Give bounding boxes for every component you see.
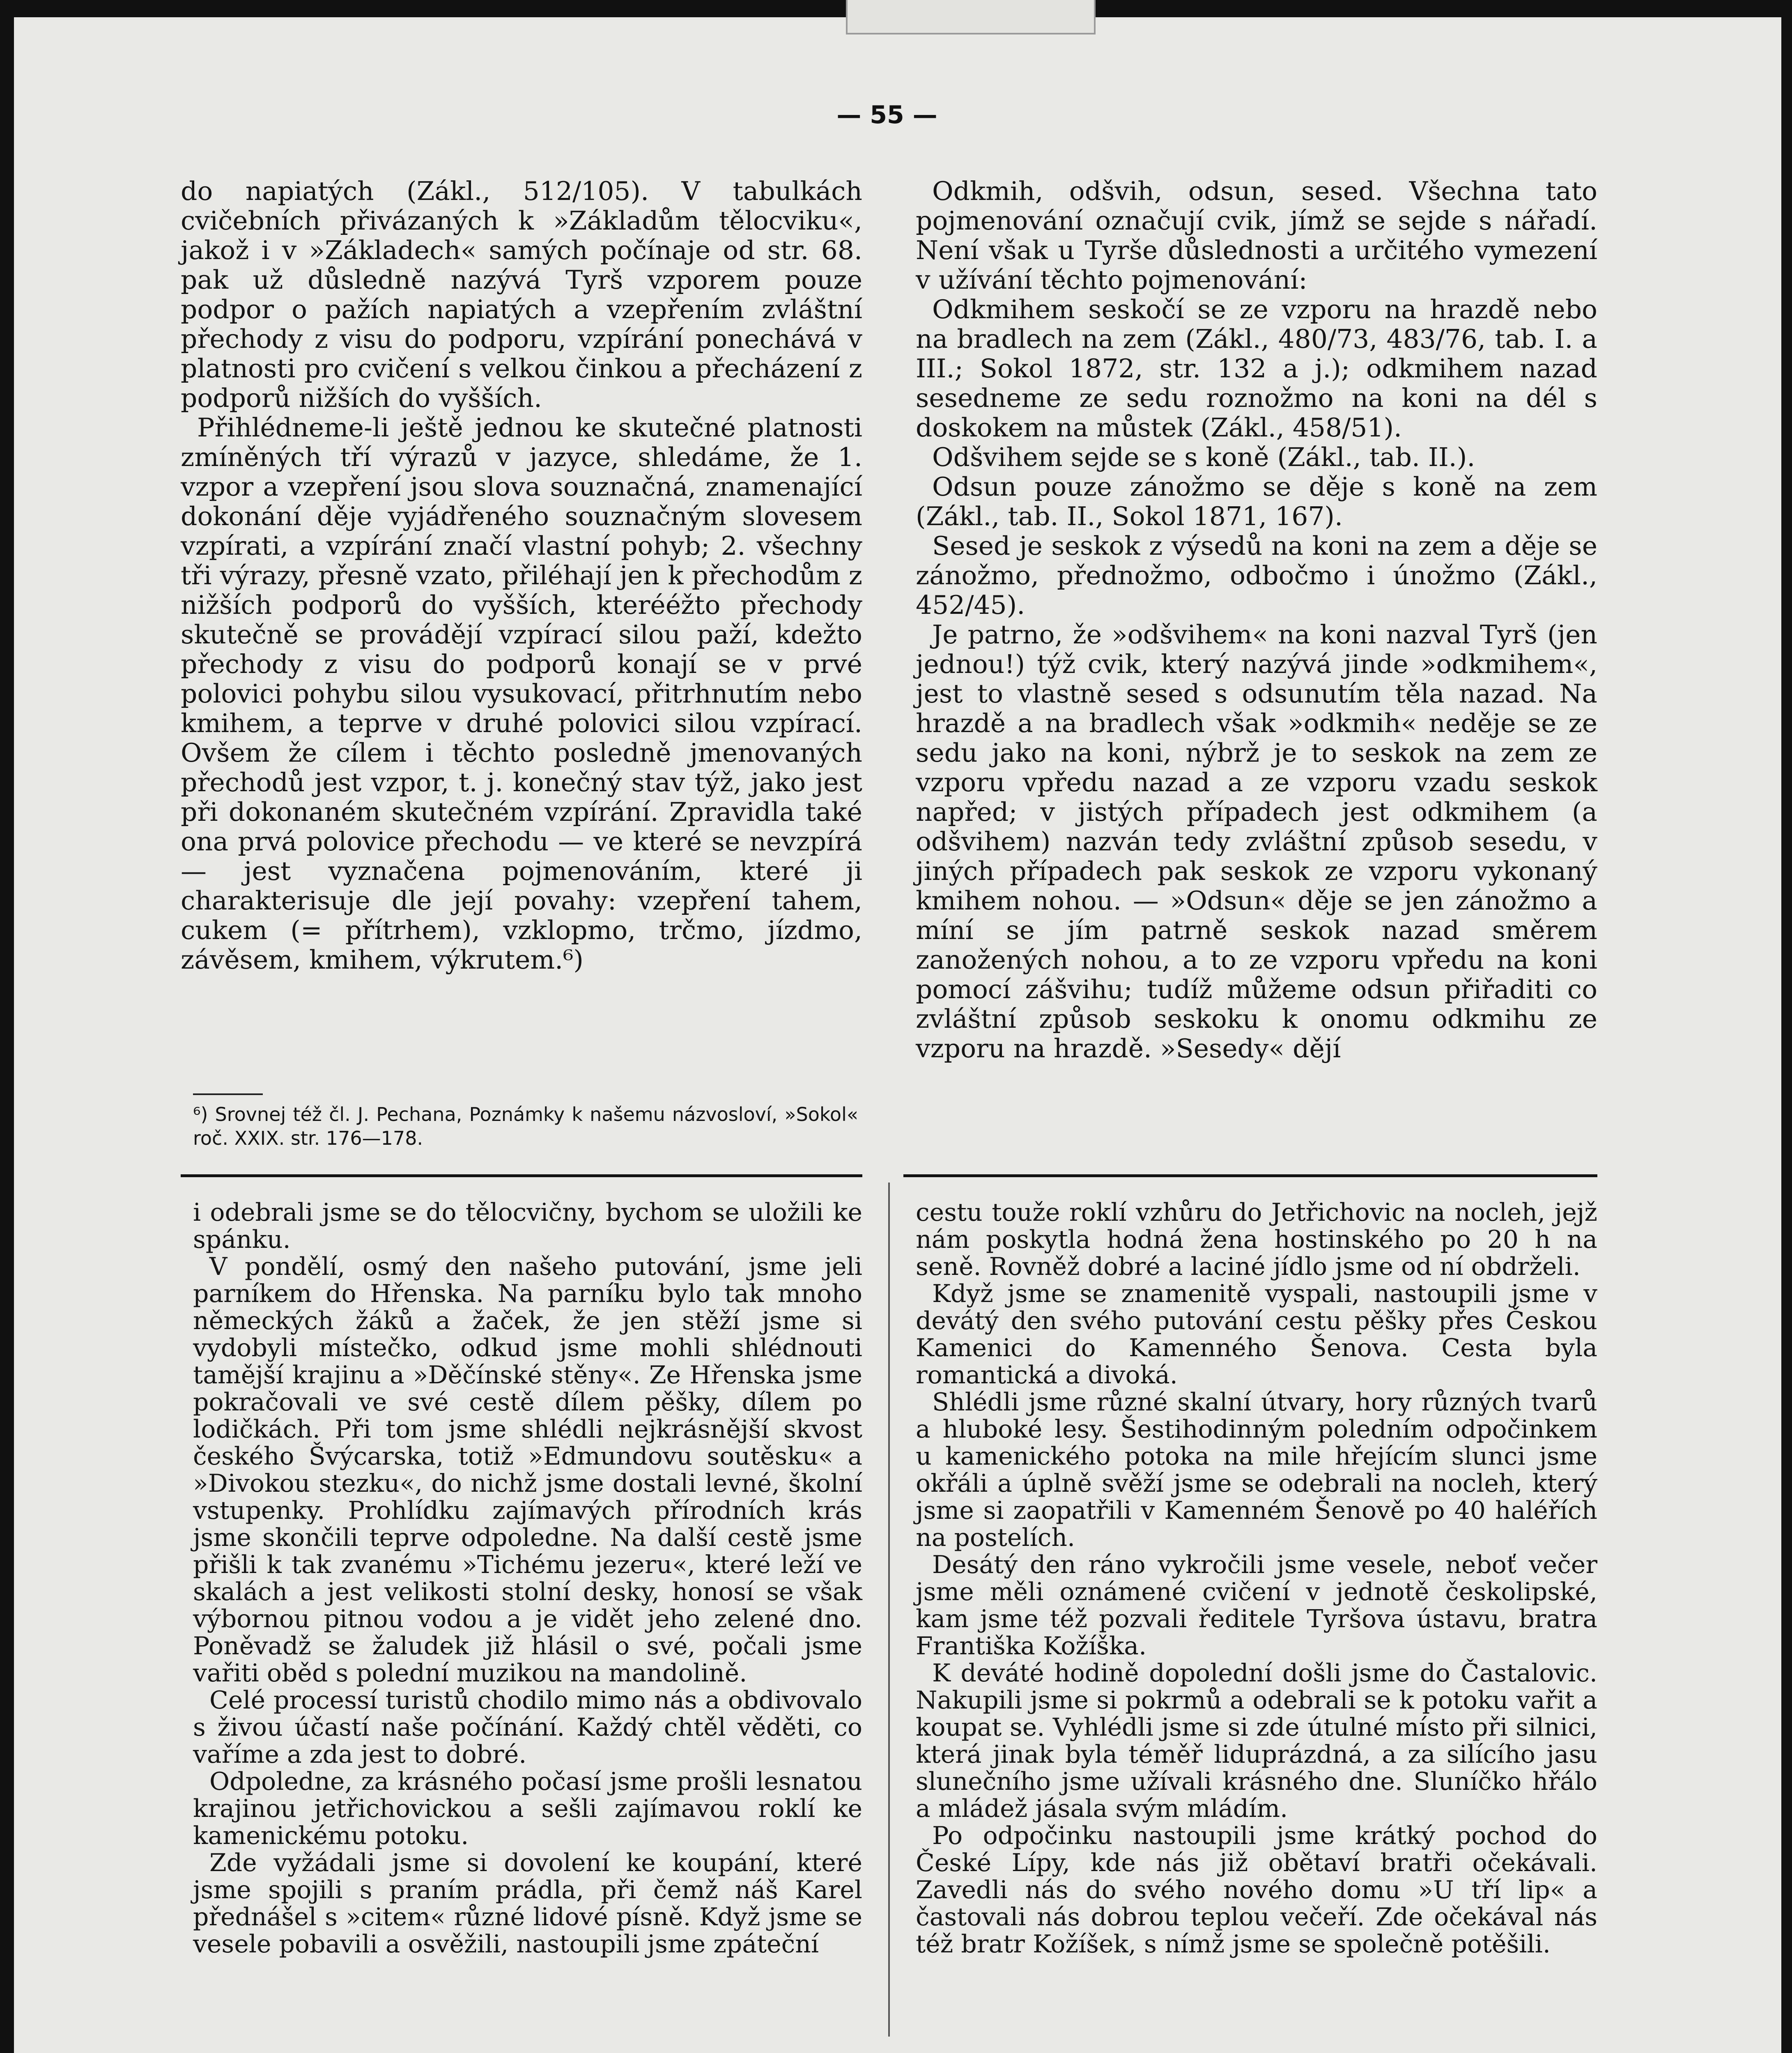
paragraph: Odpoledne, za krásného počasí jsme prošli lesnatou krajinou jetřichovickou a sešli zajímavou roklí ke kamenickému potoku. <box>193 1767 862 1850</box>
column-divider <box>888 1183 890 2037</box>
section-divider-left <box>181 1174 862 1177</box>
paragraph: Odkmih, odšvih, odsun, sesed. Všechna tato pojmenování označují cvik, jímž se sejde s nářadí. Není však u Tyrše důslednosti a určitého vymezení v užívání těchto pojmenování: <box>916 176 1597 295</box>
paragraph: Je patrno, že »odšvihem« na koni nazval Tyrš (jen jednou!) týž cvik, který nazývá jinde »odkmihem«, jest to vlastně sesed s odsunutím těla nazad. Na hrazdě a na bradlech však »odkmih« neděje se ze sedu jako na koni, nýbrž je to seskok na zem ze vzporu vpředu nazad a ze vzporu vzadu seskok napřed; v jistých případech jest odkmihem (a odšvihem) nazván tedy zvláštní způsob sesedu, v jiných případech pak seskok ze vzporu vykonaný kmihem nohou. — »Odsun« děje se jen zánožmo a míní se jím patrně seskok nazad směrem zanožených nohou, a to ze vzporu vpředu na koni pomocí zášvihu; tudíž můžeme odsun přiřaditi co zvláštní způsob seskoku k onomu odkmihu ze vzporu na hrazdě. »Sesedy« dějí <box>916 620 1597 1063</box>
article-column-top-right <box>916 177 1597 1063</box>
paragraph: K deváté hodině dopolední došli jsme do Častalovic. Nakupili jsme si pokrmů a odebrali se k potoku vařit a koupat se. Vyhlédli jsme si zde útulné místo při silnici, která jinak byla téměř liduprázdná, a za silícího jasu slunečního jsme užívali krásného dne. Sluníčko hřálo a mládež jásala svým mládím. <box>916 1659 1597 1823</box>
page-number: — 55 — <box>836 101 937 129</box>
paragraph: do napiatých (Zákl., 512/105). V tabulkách cvičebních přivázaných k »Základům tělocviku«, jakož i v »Základech« samých počínaje od str. 68. pak už důsledně nazývá Tyrš vzporem pouze podpor o pažích napiatých a vzepřením zvláštní přechody z visu do podporu, vzpírání ponechává v platnosti pro cvičení s velkou činkou a přecházení z podporů nižších do vyšších. <box>181 176 862 413</box>
paragraph: Zde vyžádali jsme si dovolení ke koupání, které jsme spojili s praním prádla, při čemž náš Karel přednášel s »citem« různé lidové písně. Když jsme se vesele pobavili a osvěžili, nastoupili jsme zpáteční <box>193 1849 862 1959</box>
paragraph: Desátý den ráno vykročili jsme vesele, neboť večer jsme měli oznámené cvičení v jednotě českolipské, kam jsme též pozvali ředitele Tyršova ústavu, bratra Františka Kožíška. <box>916 1550 1597 1660</box>
paragraph: Sesed je seskok z výsedů na koni na zem a děje se zánožmo, přednožmo, odbočmo i únožmo (Zákl., 452/45). <box>916 531 1597 620</box>
paragraph: cestu touže roklí vzhůru do Jetřichovic na nocleh, jejž nám poskytla hodná žena hostinského po 20 h na seně. Rovněž dobré a laciné jídlo jsme od ní obdrželi. <box>916 1198 1597 1281</box>
footnote-divider <box>193 1093 263 1095</box>
paragraph: V pondělí, osmý den našeho putování, jsme jeli parníkem do Hřenska. Na parníku bylo tak mnoho německých žáků a žaček, že jen stěží jsme si vydobyli místečko, odkud jsme mohli shlédnouti tamější krajinu a »Děčínské stěny«. Ze Hřenska jsme pokračovali ve své cestě dílem pěšky, dílem po lodičkách. Při tom jsme shlédli nejkrásnější skvost českého Švýcarska, totiž »Edmundovu soutěsku« a »Divokou stezku«, do nichž jsme dostali levné, školní vstupenky. Prohlídku zajímavých přírodních krás jsme skončili teprve odpoledne. Na další cestě jsme přišli k tak zvanému »Tichému jezeru«, které leží ve skalách a jest velikosti stolní desky, honosí se však výbornou pitnou vodou a je vidět jeho zelené dno. Poněvadž se žaludek již hlásil o své, počali jsme vařiti oběd s polední muzikou na mandolině. <box>193 1252 862 1688</box>
travel-report-column-right <box>916 1199 1597 1958</box>
paragraph: Když jsme se znamenitě vyspali, nastoupili jsme v devátý den svého putování cestu pěšky přes Českou Kamenici do Kamenného Šenova. Cesta byla romantická a divoká. <box>916 1279 1597 1389</box>
paragraph: Po odpočinku nastoupili jsme krátký pochod do České Lípy, kde nás již obětaví bratři očekávali. Zavedli nás do svého nového domu »U tří lip« a častovali nás dobrou teplou večeří. Zde očekával nás též bratr Kožíšek, s nímž jsme se společně potěšili. <box>916 1821 1597 1959</box>
travel-report-column-left <box>193 1199 862 1958</box>
paragraph: i odebrali jsme se do tělocvičny, bychom se uložili ke spánku. <box>193 1198 862 1254</box>
section-divider-right <box>903 1174 1597 1177</box>
footnote: ⁶) Srovnej též čl. J. Pechana, Poznámky k našemu názvosloví, »Sokol« roč. XXIX. str. 176—178. <box>193 1103 858 1149</box>
paragraph: Odšvihem sejde se s koně (Zákl., tab. II.). <box>932 442 1475 472</box>
paragraph: Celé processí turistů chodilo mimo nás a obdivovalo s živou účastí naše počínání. Každý chtěl věděti, co vaříme a zda jest to dobré. <box>193 1686 862 1769</box>
paragraph: Shlédli jsme různé skalní útvary, hory různých tvarů a hluboké lesy. Šestihodinným poledním odpočinkem u kamenického potoka na mile hřejícím slunci jsme okřáli a úplně svěží jsme se odebrali na nocleh, který jsme si zaopatřili v Kamenném Šenově po 40 haléřích na postelích. <box>916 1388 1597 1552</box>
article-column-top-left <box>181 177 862 975</box>
paragraph: Přihlédneme-li ještě jednou ke skutečné platnosti zmíněných tří výrazů v jazyce, shledáme, že 1. vzpor a vzepření jsou slova souznačná, znamenající dokonání děje vyjádřeného souznačným slovesem vzpírati, a vzpírání značí vlastní pohyb; 2. všechny tři výrazy, přesně vzato, přiléhají jen k přechodům z nižších podporů do vyšších, kterééžto přechody skutečně se provádějí vzpírací silou paží, kdežto přechody z visu do podporů konají se v prvé polovici pohybu silou vysukovací, přitrhnutím nebo kmihem, a teprve v druhé polovici silou vzpírací. Ovšem že cílem i těchto posledně jmenovaných přechodů jest vzpor, t. j. konečný stav týž, jako jest při dokonaném skutečném vzpírání. Zpravidla také ona prvá polovice přechodu — ve které se nevzpírá — jest vyznačena pojmenováním, které ji charakterisuje dle její povahy: vzepření tahem, cukem (= přítrhem), vzklopmo, trčmo, jízdmo, závěsem, kmihem, výkrutem.⁶) <box>181 413 862 975</box>
paragraph: Odkmihem seskočí se ze vzporu na hrazdě nebo na bradlech na zem (Zákl., 480/73, 483/76, tab. I. a III.; Sokol 1872, str. 132 a j.); odkmihem nazad sesedneme ze sedu roznožmo na koni na dél s doskokem na můstek (Zákl., 458/51). <box>916 294 1597 443</box>
paragraph: Odsun pouze zánožmo se děje s koně na zem (Zákl., tab. II., Sokol 1871, 167). <box>916 472 1597 531</box>
